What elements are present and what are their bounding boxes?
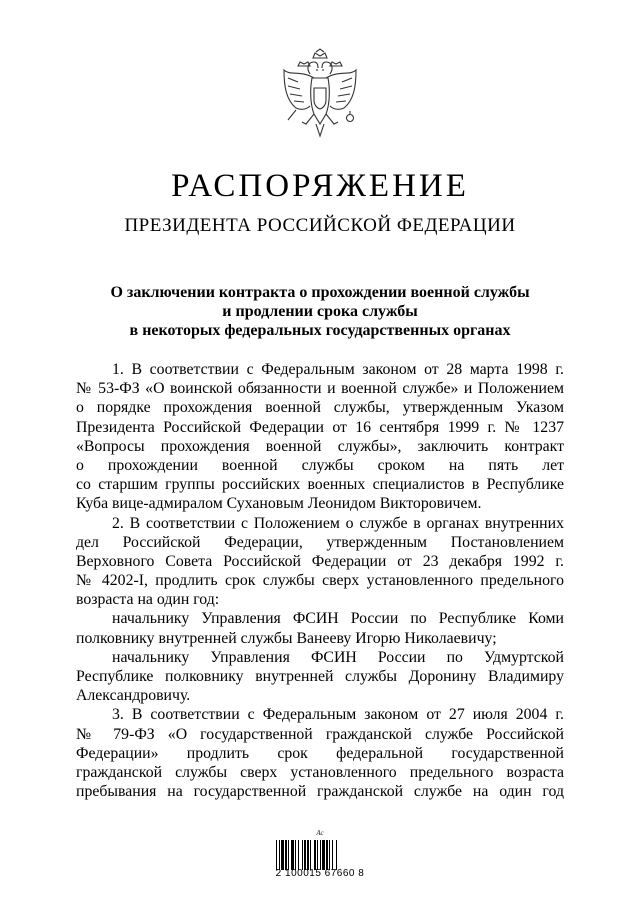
body-line: Александровичу.	[76, 687, 191, 705]
body-line: начальнику Управления ФСИН России по Республике Коми	[112, 610, 564, 628]
body-line: о прохождении военной службы сроком на пять лет	[76, 456, 564, 474]
body-line: Федерации» продлить срок федеральной государственной	[76, 744, 564, 762]
title-line: О заключении контракта о прохождении военной службы	[110, 284, 530, 301]
body-line: со старшим группы российских военных специалистов в Республике	[76, 476, 564, 494]
body-line: № 4202-I, продлить срок службы сверх установленного предельного	[76, 572, 564, 590]
body-line: № 53-ФЗ «О воинской обязанности и военной службе» и Положением	[76, 380, 564, 398]
body-line: Президента Российской Федерации от 16 сентября 1999 г. № 1237	[76, 418, 564, 436]
body-line: о порядке прохождения военной службы, утвержденным Указом	[76, 399, 564, 417]
coat-of-arms-icon	[270, 48, 370, 148]
body-line: Республике полковнику внутренней службы Доронину Владимиру	[76, 668, 564, 685]
body-line: возраста на один год:	[76, 591, 220, 609]
body-line: начальнику Управления ФСИН России по Удмуртской	[112, 648, 564, 666]
body-line: Куба вице-адмиралом Сухановым Леонидом Викторовичем.	[76, 495, 482, 513]
document-type-heading: РАСПОРЯЖЕНИЕ	[171, 168, 469, 204]
document-body	[76, 360, 564, 801]
body-line: гражданской службы сверх установленного предельного возраста	[76, 763, 564, 781]
body-line: Верховного Совета Российской Федерации от 23 декабря 1992 г.	[76, 552, 564, 570]
body-line: 3. В соответствии с Федеральным законом от 27 июля 2004 г.	[112, 706, 564, 724]
body-line: «Вопросы прохождения военной службы», заключить контракт	[76, 437, 564, 455]
body-line: пребывания на государственной гражданской службе на один год	[76, 783, 564, 801]
initials-mark: Ас	[316, 829, 324, 837]
document-issuer-heading: ПРЕЗИДЕНТА РОССИЙСКОЙ ФЕДЕРАЦИИ	[124, 215, 516, 236]
body-line: полковнику внутренней службы Ванееву Игорю Николаевичу;	[76, 629, 497, 647]
body-line: дел Российской Федерации, утвержденным Постановлением	[76, 533, 564, 551]
body-line: № 79-ФЗ «О государственной гражданской службе Российской	[76, 725, 564, 743]
body-line: 2. В соответствии с Положением о службе в органах внутренних	[112, 514, 564, 532]
barcode-number: 2 100015 67660 8	[275, 868, 365, 879]
title-line: в некоторых федеральных государственных органах	[129, 322, 511, 339]
barcode-icon	[276, 840, 364, 870]
body-line: 1. В соответствии с Федеральным законом от 28 марта 1998 г.	[112, 361, 564, 378]
document-title	[70, 283, 570, 340]
title-line: и продлении срока службы	[222, 303, 418, 320]
